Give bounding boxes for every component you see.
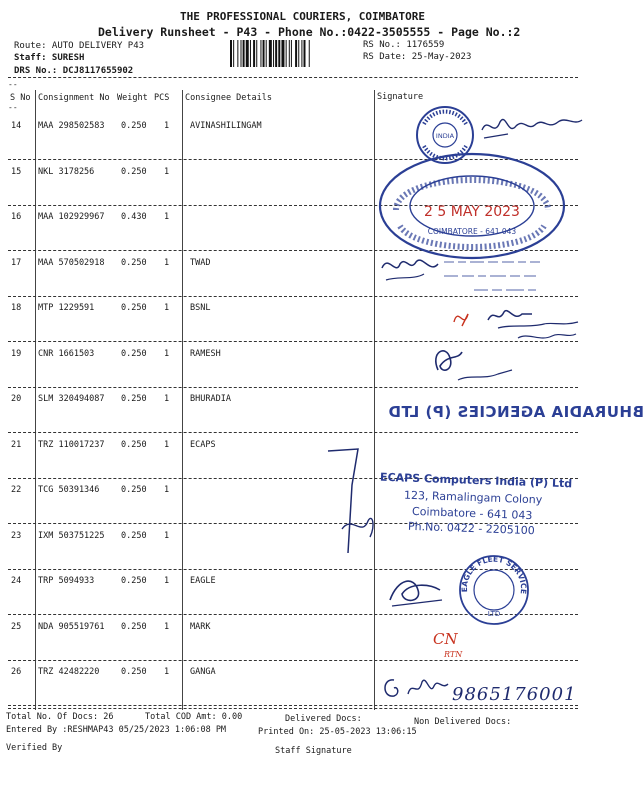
barcode-bar [295, 40, 297, 67]
signature [318, 445, 378, 560]
row-pcs: 1 [164, 121, 170, 131]
institute-stamp-large [376, 150, 568, 262]
drs-number: DRS No.: DCJ8117655902 [14, 66, 134, 76]
signature [378, 668, 452, 708]
barcode-bar [237, 40, 238, 67]
row-consignment: TCG 50391346 [38, 485, 100, 495]
row-consignment: SLM 320494087 [38, 394, 105, 404]
barcode-bar [289, 40, 290, 67]
row-pcs: 1 [164, 167, 170, 177]
barcode-bar [273, 40, 274, 67]
row-sno: 19 [11, 349, 22, 359]
barcode-bar [246, 40, 249, 67]
delivered-docs: Delivered Docs: [285, 714, 362, 724]
entered-by: Entered By :RESHMAP43 05/25/2023 1:06:08 PM [6, 725, 227, 735]
row-weight: 0.250 [121, 576, 147, 586]
barcode-bar [309, 40, 310, 67]
stamp-city: COIMBATORE - 641 043 [427, 227, 517, 236]
row-divider [8, 660, 578, 661]
row-sno: 21 [11, 440, 22, 450]
row-consignee: MARK [190, 622, 211, 632]
signature [384, 570, 448, 614]
row-pcs: 1 [164, 394, 170, 404]
bhuradia-stamp: BHURADIA AGENCIES (P) LTD [388, 403, 644, 421]
row-consignee: RAMESH [190, 349, 221, 359]
row-consignee: ECAPS [190, 440, 216, 450]
row-weight: 0.430 [121, 212, 147, 222]
row-weight: 0.250 [121, 303, 147, 313]
divider [8, 708, 578, 709]
row-sno: 14 [11, 121, 22, 131]
row-weight: 0.250 [121, 394, 147, 404]
row-consignment: NKL 3178256 [38, 167, 95, 177]
barcode-bar [243, 40, 245, 67]
ecaps-stamp-phone: Ph.No. 0422 - 2205100 [407, 519, 536, 538]
eagle-fleet-seal [456, 552, 532, 628]
row-weight: 0.250 [121, 667, 147, 677]
barcode-bar [281, 40, 284, 67]
row-pcs: 1 [164, 576, 170, 586]
barcode-bar [286, 40, 287, 67]
row-weight: 0.250 [121, 121, 147, 131]
row-consignment: IXM 503751225 [38, 531, 105, 541]
row-sno: 20 [11, 394, 22, 404]
row-sno: 16 [11, 212, 22, 222]
row-weight: 0.250 [121, 349, 147, 359]
printed-on: Printed On: 25-05-2023 13:06:15 [258, 727, 417, 737]
barcode-bar [269, 40, 272, 67]
barcode-bar [250, 40, 251, 67]
row-sno: 24 [11, 576, 22, 586]
column-rule [35, 90, 36, 710]
row-consignment: MAA 298502583 [38, 121, 105, 131]
row-pcs: 1 [164, 531, 170, 541]
cn-mark: CN [433, 630, 458, 648]
row-pcs: 1 [164, 212, 170, 222]
barcode-bar [291, 40, 292, 67]
barcode-bar [256, 40, 257, 67]
row-consignee: AVINASHILINGAM [190, 121, 262, 131]
row-sno: 26 [11, 667, 22, 677]
barcode-bar [260, 40, 261, 67]
route-label: Route: AUTO DELIVERY P43 [14, 41, 145, 51]
rtn-mark: RTN [444, 650, 463, 659]
barcode-bar [241, 40, 242, 67]
ecaps-stamp-name: ECAPS Computers India (P) Ltd [379, 470, 573, 491]
company-name: THE PROFESSIONAL COURIERS, COIMBATORE [180, 10, 426, 23]
rs-number: RS No.: 1176559 [363, 40, 445, 50]
row-pcs: 1 [164, 667, 170, 677]
total-cod: Total COD Amt: 0.00 [145, 712, 243, 722]
row-consignment: CNR 1661503 [38, 349, 95, 359]
row-weight: 0.250 [121, 531, 147, 541]
row-pcs: 1 [164, 440, 170, 450]
barcode-bar [233, 40, 234, 67]
row-sno: 23 [11, 531, 22, 541]
barcode-bar [304, 40, 306, 67]
total-docs: Total No. Of Docs: 26 [6, 712, 114, 722]
row-consignment: TRP 5094933 [38, 576, 95, 586]
row-consignment: NDA 905519761 [38, 622, 105, 632]
row-weight: 0.250 [121, 167, 147, 177]
row-consignment: MTP 1229591 [38, 303, 95, 313]
consignee-phone: 9865176001 [452, 684, 577, 705]
row-consignee: GANGA [190, 667, 216, 677]
barcode [230, 40, 356, 67]
row-consignee: EAGLE [190, 576, 216, 586]
barcode-bar [230, 40, 232, 67]
staff-signature: Staff Signature [275, 746, 352, 756]
barcode-bar [263, 40, 265, 67]
column-rule [182, 90, 183, 710]
col-signature: Signature [377, 92, 424, 102]
row-pcs: 1 [164, 258, 170, 268]
column-rule [374, 90, 375, 710]
row-sno: 17 [11, 258, 22, 268]
rs-date: RS Date: 25-May-2023 [363, 52, 472, 62]
barcode-bar [298, 40, 299, 67]
svg-text:EAGLE FLEET SERVICE [460, 555, 528, 595]
row-pcs: 1 [164, 349, 170, 359]
col-weight: Weight [117, 93, 148, 103]
col-sno: S No [10, 93, 31, 103]
row-weight: 0.250 [121, 258, 147, 268]
divider [8, 77, 578, 78]
row-divider [8, 705, 578, 706]
row-weight: 0.250 [121, 622, 147, 632]
row-pcs: 1 [164, 303, 170, 313]
row-sno: 22 [11, 485, 22, 495]
row-divider [8, 432, 578, 433]
eagle-seal-center: LTD [487, 610, 501, 618]
col-consignee: Consignee Details [185, 93, 272, 103]
barcode-bar [266, 40, 267, 67]
signature [478, 108, 588, 143]
row-consignment: MAA 570502918 [38, 258, 105, 268]
row-consignment: TRZ 42482220 [38, 667, 100, 677]
row-sno: 15 [11, 167, 22, 177]
barcode-bar [275, 40, 277, 67]
row-sno: 18 [11, 303, 22, 313]
ecaps-stamp-city: Coimbatore - 641 043 [411, 504, 533, 523]
row-consignee: BSNL [190, 303, 211, 313]
barcode-bar [253, 40, 255, 67]
row-consignment: TRZ 110017237 [38, 440, 105, 450]
row-sno: 25 [11, 622, 22, 632]
row-consignee: TWAD [190, 258, 211, 268]
seal-center-text: INDIA [435, 132, 455, 140]
row-weight: 0.250 [121, 485, 147, 495]
signature [428, 340, 518, 388]
verified-by: Verified By [6, 743, 63, 753]
barcode-bar [278, 40, 280, 67]
row-consignee: BHURADIA [190, 394, 231, 404]
ecaps-stamp-address: 123, Ramalingam Colony [403, 488, 543, 507]
eagle-seal-ring: EAGLE FLEET SERVICE [459, 554, 529, 595]
col-pcs: PCS [154, 93, 170, 103]
non-delivered-docs: Non Delivered Docs: [414, 717, 512, 727]
runsheet-title: Delivery Runsheet - P43 - Phone No.:0422-3505555 - Page No.:2 [98, 25, 521, 39]
stamp-date: 2 5 MAY 2023 [424, 204, 520, 220]
row-pcs: 1 [164, 622, 170, 632]
row-weight: 0.250 [121, 440, 147, 450]
row-pcs: 1 [164, 485, 170, 495]
barcode-bar [301, 40, 302, 67]
row-consignment: MAA 102929967 [38, 212, 105, 222]
col-consignment: Consignment No [38, 93, 110, 103]
staff-label: Staff: SURESH [14, 53, 85, 63]
signature [378, 250, 568, 302]
